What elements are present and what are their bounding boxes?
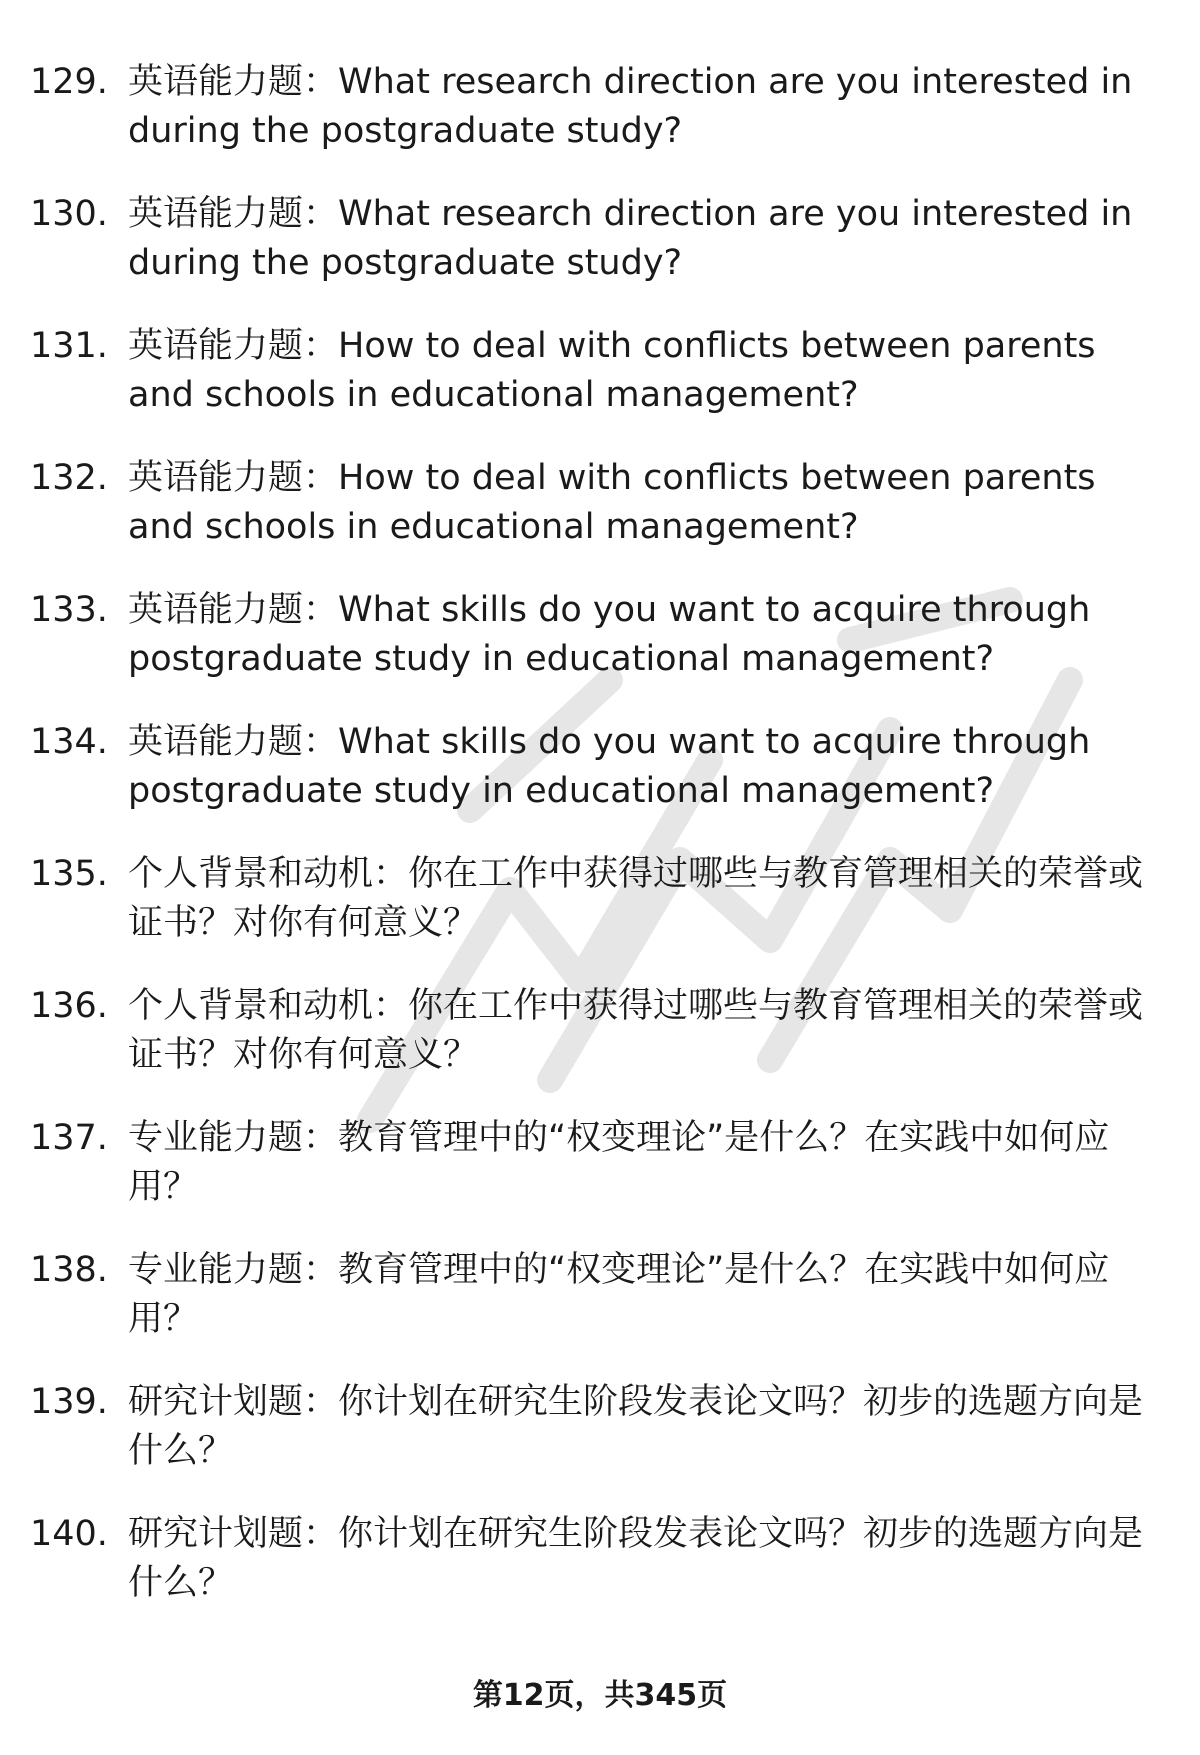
question-text: 专业能力题：教育管理中的“权变理论”是什么？在实践中如何应用？ [128,1118,1110,1207]
question-item [30,718,1170,850]
question-item [30,1510,1170,1642]
question-number: 140. [30,1514,108,1554]
question-list [30,58,1170,1642]
question-number: 130. [30,194,108,234]
question-text: 个人背景和动机：你在工作中获得过哪些与教育管理相关的荣誉或证书？对你有何意义？ [128,854,1144,943]
question-number: 139. [30,1382,108,1422]
question-number: 129. [30,62,108,102]
question-number: 133. [30,590,108,630]
question-item [30,850,1170,982]
question-text: 研究计划题：你计划在研究生阶段发表论文吗？初步的选题方向是什么？ [128,1514,1144,1603]
question-item [30,982,1170,1114]
question-text: 英语能力题：How to deal with conflicts between parents and schools in educational management? [128,458,1096,547]
question-text: 英语能力题：What research direction are you interested in during the postgraduate study? [128,194,1133,283]
question-number: 132. [30,458,108,498]
question-text: 英语能力题：How to deal with conflicts between parents and schools in educational management? [128,326,1096,415]
question-number: 135. [30,854,108,894]
question-text: 英语能力题：What research direction are you interested in during the postgraduate study? [128,62,1133,151]
question-text: 专业能力题：教育管理中的“权变理论”是什么？在实践中如何应用？ [128,1250,1110,1339]
question-text: 英语能力题：What skills do you want to acquire through postgraduate study in educational management? [128,590,1091,679]
question-item [30,1378,1170,1510]
question-text: 研究计划题：你计划在研究生阶段发表论文吗？初步的选题方向是什么？ [128,1382,1144,1471]
question-item [30,454,1170,586]
question-item [30,58,1170,190]
question-item [30,190,1170,322]
question-text: 个人背景和动机：你在工作中获得过哪些与教育管理相关的荣誉或证书？对你有何意义？ [128,986,1144,1075]
question-item [30,322,1170,454]
question-number: 137. [30,1118,108,1158]
question-item [30,1114,1170,1246]
question-number: 134. [30,722,108,762]
question-number: 131. [30,326,108,366]
question-text: 英语能力题：What skills do you want to acquire through postgraduate study in educational management? [128,722,1091,811]
question-item [30,586,1170,718]
question-number: 138. [30,1250,108,1290]
question-number: 136. [30,986,108,1026]
page-footer: 第12页，共345页 [472,1678,728,1713]
question-item [30,1246,1170,1378]
